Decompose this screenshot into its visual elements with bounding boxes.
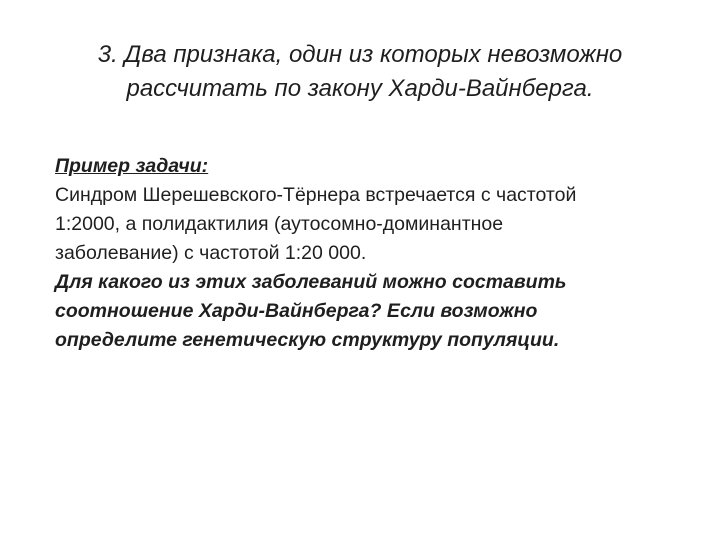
- problem-line-1: Синдром Шерешевского-Тёрнера встречается с частотой: [55, 184, 577, 206]
- problem-line-3: заболевание) с частотой 1:20 000.: [55, 242, 367, 264]
- slide-title: [40, 38, 680, 106]
- example-label: Пример задачи:: [55, 155, 209, 177]
- title-line-2: рассчитать по закону Харди-Вайнберга.: [126, 75, 594, 102]
- question-line-2: соотношение Харди-Вайнберга? Если возможно: [55, 300, 538, 322]
- title-line-1: 3. Два признака, один из которых невозможно: [97, 41, 623, 68]
- slide-body: [55, 152, 685, 355]
- question-line-1: Для какого из этих заболеваний можно составить: [55, 271, 567, 293]
- question-line-3: определите генетическую структуру популяции.: [55, 329, 560, 351]
- problem-line-2: 1:2000, а полидактилия (аутосомно-доминантное: [55, 213, 504, 235]
